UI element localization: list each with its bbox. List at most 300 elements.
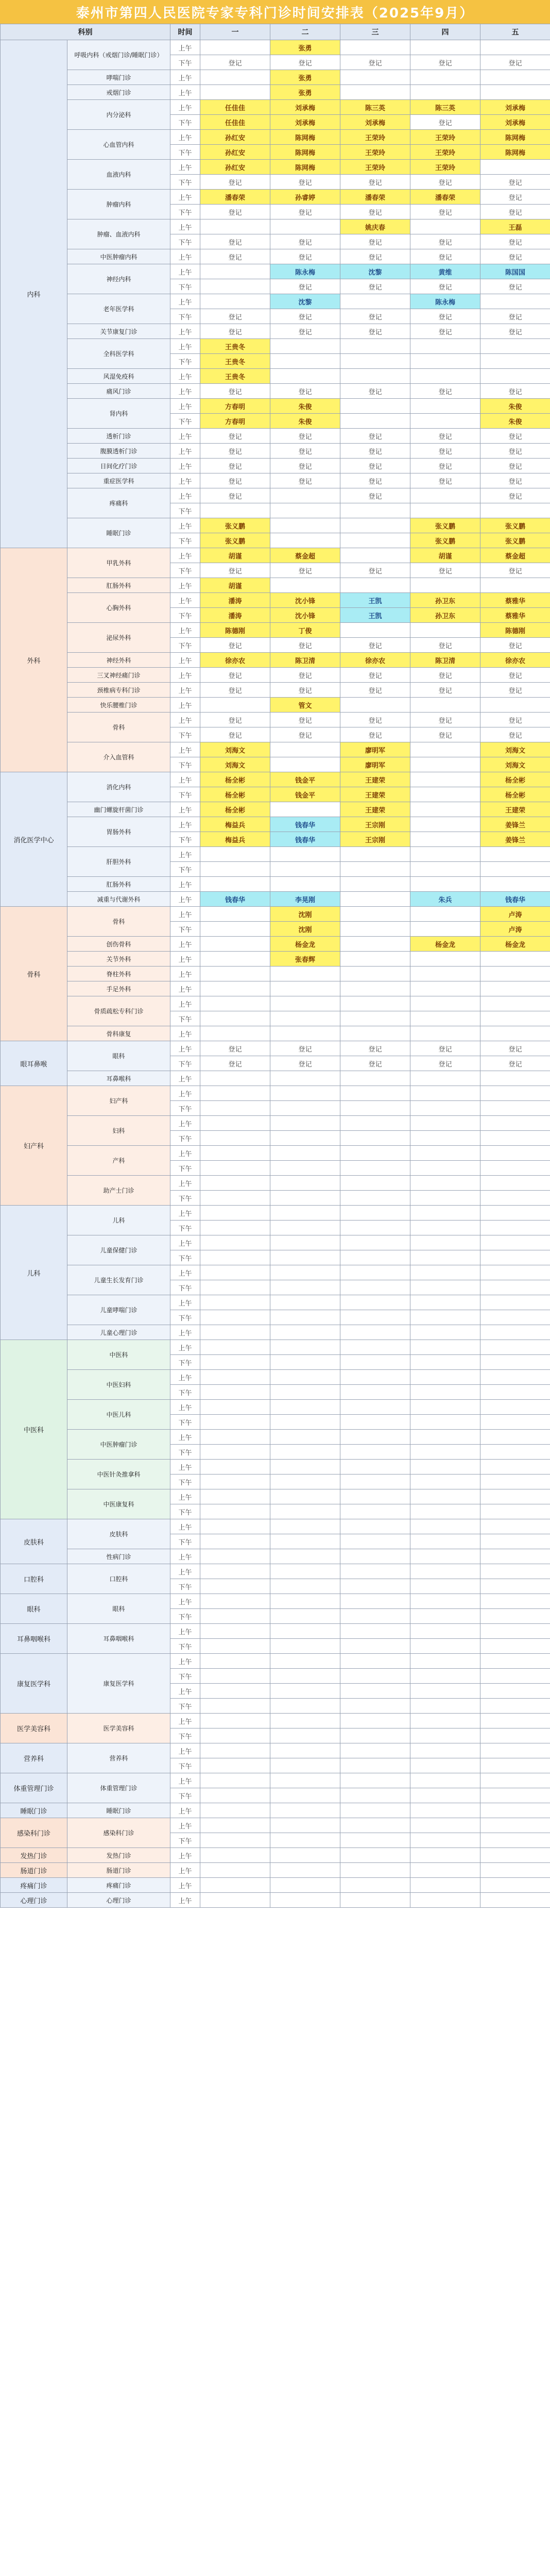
schedule-cell	[270, 533, 340, 548]
schedule-cell	[340, 1699, 410, 1714]
schedule-cell	[340, 1310, 410, 1325]
schedule-cell: 登记	[200, 324, 270, 339]
table-row	[1, 1340, 550, 1355]
schedule-cell	[480, 698, 550, 713]
time-cell: 下午	[170, 354, 200, 369]
table-row	[1, 1430, 550, 1445]
time-cell: 上午	[170, 1654, 200, 1669]
schedule-cell: 登记	[480, 55, 550, 70]
schedule-cell: 黄维	[410, 264, 480, 279]
schedule-cell	[200, 1669, 270, 1684]
time-cell: 下午	[170, 787, 200, 802]
schedule-cell	[340, 1788, 410, 1803]
time-cell: 上午	[170, 444, 200, 459]
schedule-cell	[410, 1415, 480, 1430]
schedule-cell	[270, 1071, 340, 1086]
schedule-cell	[270, 1818, 340, 1833]
schedule-cell: 登记	[340, 727, 410, 742]
schedule-cell: 登记	[480, 638, 550, 653]
schedule-cell	[410, 1803, 480, 1818]
schedule-cell: 登记	[410, 459, 480, 473]
schedule-cell	[410, 1788, 480, 1803]
time-cell: 上午	[170, 219, 200, 234]
time-cell: 下午	[170, 1131, 200, 1146]
schedule-cell: 登记	[340, 444, 410, 459]
schedule-cell	[410, 922, 480, 937]
schedule-cell	[410, 369, 480, 384]
time-cell: 上午	[170, 981, 200, 996]
schedule-cell	[410, 1295, 480, 1310]
schedule-cell: 登记	[270, 309, 340, 324]
subdept-cell: 中医肿瘤内科	[67, 249, 170, 264]
subdept-cell: 睡眠门诊	[67, 518, 170, 548]
schedule-cell: 刘海文	[480, 757, 550, 772]
schedule-cell	[410, 1385, 480, 1400]
schedule-cell: 梅益兵	[200, 832, 270, 847]
schedule-cell	[410, 1863, 480, 1878]
subdept-cell: 肾内科	[67, 399, 170, 429]
schedule-cell	[270, 847, 340, 862]
schedule-cell	[270, 1206, 340, 1221]
schedule-cell	[200, 1519, 270, 1534]
subdept-cell: 发热门诊	[67, 1848, 170, 1863]
time-cell: 下午	[170, 727, 200, 742]
subdept-cell: 营养科	[67, 1743, 170, 1773]
schedule-cell	[480, 1549, 550, 1564]
schedule-cell: 登记	[340, 473, 410, 488]
schedule-cell	[340, 578, 410, 593]
table-row	[1, 683, 550, 698]
table-row	[1, 1370, 550, 1385]
table-row	[1, 877, 550, 892]
schedule-cell: 陈网梅	[270, 160, 340, 175]
time-cell: 下午	[170, 1056, 200, 1071]
dept-cell: 耳鼻咽喉科	[1, 1624, 67, 1654]
schedule-cell: 陈国国	[480, 264, 550, 279]
schedule-cell	[340, 1848, 410, 1863]
time-cell: 上午	[170, 877, 200, 892]
schedule-cell	[410, 1370, 480, 1385]
schedule-cell	[340, 414, 410, 429]
schedule-cell: 陈永梅	[410, 294, 480, 309]
time-cell: 上午	[170, 1848, 200, 1863]
schedule-cell: 登记	[410, 683, 480, 698]
schedule-cell	[270, 503, 340, 518]
table-row	[1, 1594, 550, 1609]
table-row	[1, 937, 550, 952]
schedule-cell	[410, 399, 480, 414]
schedule-cell	[200, 1250, 270, 1265]
schedule-cell	[410, 1161, 480, 1176]
schedule-cell	[480, 1430, 550, 1445]
schedule-cell: 王凯	[340, 608, 410, 623]
schedule-cell	[340, 1669, 410, 1684]
subdept-cell: 眼科	[67, 1041, 170, 1071]
schedule-cell: 登记	[340, 713, 410, 727]
time-cell: 下午	[170, 1385, 200, 1400]
schedule-cell	[480, 1848, 550, 1863]
time-cell: 上午	[170, 1863, 200, 1878]
schedule-cell	[200, 1400, 270, 1415]
schedule-cell	[480, 1788, 550, 1803]
schedule-cell	[270, 354, 340, 369]
time-cell: 下午	[170, 638, 200, 653]
table-row	[1, 593, 550, 608]
schedule-cell: 登记	[480, 444, 550, 459]
schedule-cell	[340, 1519, 410, 1534]
schedule-cell	[410, 862, 480, 877]
schedule-cell	[340, 1385, 410, 1400]
time-cell: 上午	[170, 1295, 200, 1310]
schedule-cell: 卢涛	[480, 907, 550, 922]
schedule-cell	[270, 1594, 340, 1609]
schedule-cell	[270, 1549, 340, 1564]
subdept-cell: 中医康复科	[67, 1489, 170, 1519]
schedule-cell	[200, 1504, 270, 1519]
time-cell: 上午	[170, 1235, 200, 1250]
schedule-cell: 胡谨	[200, 578, 270, 593]
schedule-cell	[200, 1460, 270, 1475]
schedule-cell	[340, 1116, 410, 1131]
schedule-cell	[340, 1460, 410, 1475]
schedule-cell: 登记	[270, 1056, 340, 1071]
schedule-cell: 登记	[270, 205, 340, 219]
schedule-cell	[340, 623, 410, 638]
schedule-cell	[410, 1699, 480, 1714]
schedule-cell: 登记	[200, 429, 270, 444]
schedule-cell	[410, 698, 480, 713]
schedule-cell	[270, 1788, 340, 1803]
schedule-cell	[270, 1579, 340, 1594]
time-cell: 下午	[170, 205, 200, 219]
schedule-cell	[270, 1475, 340, 1489]
schedule-cell	[270, 1280, 340, 1295]
schedule-cell	[480, 967, 550, 981]
schedule-cell	[200, 1355, 270, 1370]
schedule-cell	[270, 1803, 340, 1818]
schedule-cell	[340, 1355, 410, 1370]
schedule-cell: 王建荣	[340, 802, 410, 817]
time-cell: 下午	[170, 1758, 200, 1773]
schedule-cell: 朱俊	[480, 414, 550, 429]
schedule-cell	[200, 1594, 270, 1609]
schedule-cell	[270, 967, 340, 981]
table-row	[1, 1026, 550, 1041]
time-cell: 下午	[170, 533, 200, 548]
schedule-cell	[270, 1564, 340, 1579]
schedule-cell	[340, 533, 410, 548]
schedule-cell	[410, 1086, 480, 1101]
schedule-cell: 刘承梅	[480, 115, 550, 130]
schedule-table	[0, 24, 550, 1908]
schedule-cell	[340, 1564, 410, 1579]
schedule-cell	[270, 1131, 340, 1146]
schedule-cell: 王贵冬	[200, 354, 270, 369]
schedule-cell: 登记	[200, 384, 270, 399]
schedule-cell	[340, 1728, 410, 1743]
schedule-cell	[410, 1534, 480, 1549]
schedule-cell: 登记	[410, 384, 480, 399]
time-cell: 上午	[170, 1803, 200, 1818]
time-cell: 上午	[170, 1206, 200, 1221]
schedule-cell: 孙卫东	[410, 608, 480, 623]
subdept-cell: 心理门诊	[67, 1893, 170, 1908]
schedule-cell: 登记	[200, 683, 270, 698]
schedule-cell	[410, 1878, 480, 1893]
schedule-cell: 登记	[340, 1041, 410, 1056]
schedule-cell	[480, 354, 550, 369]
schedule-cell	[200, 1475, 270, 1489]
schedule-cell	[480, 1071, 550, 1086]
schedule-cell	[480, 1594, 550, 1609]
schedule-cell	[270, 578, 340, 593]
schedule-cell	[340, 1579, 410, 1594]
schedule-cell: 登记	[410, 55, 480, 70]
schedule-cell: 登记	[200, 473, 270, 488]
schedule-cell	[480, 1295, 550, 1310]
header-fri: 五	[480, 24, 550, 40]
schedule-cell	[340, 892, 410, 907]
time-cell: 上午	[170, 339, 200, 354]
schedule-cell: 登记	[410, 563, 480, 578]
subdept-cell: 肛肠外科	[67, 877, 170, 892]
schedule-cell	[270, 1176, 340, 1191]
schedule-cell	[200, 698, 270, 713]
time-cell: 上午	[170, 488, 200, 503]
schedule-cell	[200, 1728, 270, 1743]
schedule-cell	[340, 339, 410, 354]
schedule-cell	[200, 1235, 270, 1250]
table-row	[1, 40, 550, 55]
schedule-cell: 姜锋兰	[480, 817, 550, 832]
schedule-cell	[270, 1146, 340, 1161]
schedule-cell	[200, 1803, 270, 1818]
subdept-cell: 三叉神经痛门诊	[67, 668, 170, 683]
schedule-cell	[270, 1235, 340, 1250]
schedule-cell: 蔡雅华	[480, 608, 550, 623]
time-cell: 上午	[170, 1818, 200, 1833]
schedule-cell: 朱俊	[480, 399, 550, 414]
schedule-cell: 王贵冬	[200, 339, 270, 354]
subdept-cell: 重症医学科	[67, 473, 170, 488]
table-row	[1, 967, 550, 981]
schedule-cell	[410, 85, 480, 100]
schedule-cell: 登记	[480, 1056, 550, 1071]
schedule-cell	[340, 1011, 410, 1026]
schedule-cell: 登记	[270, 563, 340, 578]
schedule-cell	[480, 1146, 550, 1161]
schedule-cell	[340, 1206, 410, 1221]
time-cell: 上午	[170, 593, 200, 608]
schedule-cell: 登记	[200, 55, 270, 70]
subdept-cell: 耳鼻咽喉科	[67, 1624, 170, 1654]
schedule-cell	[200, 219, 270, 234]
schedule-cell: 胡谨	[200, 548, 270, 563]
schedule-cell	[340, 1863, 410, 1878]
schedule-cell	[200, 1699, 270, 1714]
subdept-cell: 肝胆外科	[67, 847, 170, 877]
schedule-cell	[270, 1743, 340, 1758]
time-cell: 上午	[170, 249, 200, 264]
schedule-cell: 张春辉	[270, 952, 340, 967]
schedule-cell	[340, 1131, 410, 1146]
schedule-cell	[200, 1011, 270, 1026]
schedule-cell: 陈网梅	[270, 145, 340, 160]
table-row	[1, 1265, 550, 1280]
schedule-cell: 登记	[410, 205, 480, 219]
schedule-cell	[200, 264, 270, 279]
schedule-cell	[340, 1594, 410, 1609]
schedule-cell: 登记	[340, 249, 410, 264]
schedule-cell: 登记	[480, 324, 550, 339]
schedule-cell	[410, 623, 480, 638]
schedule-cell	[200, 1624, 270, 1639]
schedule-cell	[410, 967, 480, 981]
time-cell: 上午	[170, 130, 200, 145]
schedule-cell	[410, 787, 480, 802]
schedule-cell	[410, 1684, 480, 1699]
subdept-cell: 骨质疏松专科门诊	[67, 996, 170, 1026]
schedule-cell	[410, 1609, 480, 1624]
time-cell: 上午	[170, 40, 200, 55]
schedule-cell: 钱春华	[480, 892, 550, 907]
dept-cell: 发热门诊	[1, 1848, 67, 1863]
schedule-cell	[340, 1803, 410, 1818]
table-row	[1, 548, 550, 563]
time-cell: 上午	[170, 294, 200, 309]
subdept-cell: 呼吸内科（戒烟门诊/睡眠门诊）	[67, 40, 170, 70]
schedule-cell	[200, 1340, 270, 1355]
schedule-cell: 登记	[200, 444, 270, 459]
schedule-cell	[480, 1191, 550, 1206]
time-cell: 上午	[170, 683, 200, 698]
schedule-cell	[200, 1788, 270, 1803]
schedule-cell: 朱兵	[410, 892, 480, 907]
subdept-cell: 创伤骨科	[67, 937, 170, 952]
schedule-cell	[480, 294, 550, 309]
subdept-cell: 腹膜透析门诊	[67, 444, 170, 459]
schedule-cell	[270, 1669, 340, 1684]
schedule-cell	[270, 1430, 340, 1445]
schedule-cell: 卢涛	[480, 922, 550, 937]
schedule-cell	[410, 1758, 480, 1773]
table-row	[1, 1146, 550, 1161]
schedule-cell: 沈刚	[270, 922, 340, 937]
time-cell: 下午	[170, 1101, 200, 1116]
schedule-cell: 张义鹏	[480, 518, 550, 533]
schedule-cell	[410, 1519, 480, 1534]
schedule-cell	[270, 1654, 340, 1669]
schedule-cell	[480, 1624, 550, 1639]
header-wed: 三	[340, 24, 410, 40]
time-cell: 上午	[170, 1176, 200, 1191]
schedule-cell	[480, 1310, 550, 1325]
schedule-cell: 登记	[200, 713, 270, 727]
schedule-cell	[200, 1026, 270, 1041]
time-cell: 上午	[170, 369, 200, 384]
schedule-cell: 登记	[340, 384, 410, 399]
table-row	[1, 668, 550, 683]
schedule-cell	[480, 1101, 550, 1116]
schedule-cell	[200, 1684, 270, 1699]
schedule-cell: 孙睿婷	[270, 190, 340, 205]
schedule-cell	[200, 503, 270, 518]
schedule-cell	[340, 1071, 410, 1086]
schedule-cell	[270, 488, 340, 503]
time-cell: 下午	[170, 1161, 200, 1176]
table-row	[1, 130, 550, 145]
schedule-cell: 王荣玲	[340, 160, 410, 175]
schedule-cell: 王磊	[480, 219, 550, 234]
subdept-cell: 肛肠外科	[67, 578, 170, 593]
schedule-cell: 登记	[410, 234, 480, 249]
schedule-cell	[480, 1519, 550, 1534]
schedule-cell	[340, 1026, 410, 1041]
schedule-cell	[410, 1564, 480, 1579]
subdept-cell: 幽门螺旋杆菌门诊	[67, 802, 170, 817]
schedule-cell	[410, 1489, 480, 1504]
schedule-cell	[480, 1206, 550, 1221]
schedule-cell	[410, 877, 480, 892]
table-row	[1, 249, 550, 264]
subdept-cell: 康复医学科	[67, 1654, 170, 1714]
schedule-cell	[270, 1504, 340, 1519]
schedule-cell	[200, 1758, 270, 1773]
schedule-cell	[270, 1519, 340, 1534]
schedule-cell	[480, 1669, 550, 1684]
time-cell: 上午	[170, 1773, 200, 1788]
schedule-cell: 登记	[480, 309, 550, 324]
time-cell: 上午	[170, 847, 200, 862]
schedule-cell	[200, 952, 270, 967]
schedule-cell: 刘承梅	[480, 100, 550, 115]
time-cell: 下午	[170, 862, 200, 877]
schedule-cell	[480, 1026, 550, 1041]
schedule-cell	[480, 1893, 550, 1908]
time-cell: 下午	[170, 1221, 200, 1235]
schedule-cell: 孙红安	[200, 130, 270, 145]
subdept-cell: 介入血管科	[67, 742, 170, 772]
schedule-cell	[410, 1265, 480, 1280]
schedule-cell: 陈网梅	[480, 130, 550, 145]
schedule-cell	[340, 1504, 410, 1519]
time-cell: 上午	[170, 1370, 200, 1385]
schedule-cell	[340, 1430, 410, 1445]
schedule-cell: 陈德刚	[200, 623, 270, 638]
schedule-cell	[200, 1146, 270, 1161]
schedule-cell	[410, 1430, 480, 1445]
table-row	[1, 264, 550, 279]
schedule-cell	[410, 1011, 480, 1026]
schedule-cell	[340, 1624, 410, 1639]
schedule-cell: 钱春华	[200, 892, 270, 907]
schedule-cell	[270, 1340, 340, 1355]
schedule-cell	[340, 548, 410, 563]
schedule-cell	[200, 1818, 270, 1833]
schedule-cell: 蔡金超	[480, 548, 550, 563]
schedule-cell	[270, 1773, 340, 1788]
schedule-cell	[340, 907, 410, 922]
table-row	[1, 578, 550, 593]
schedule-cell	[480, 1460, 550, 1475]
schedule-cell	[200, 1863, 270, 1878]
schedule-cell	[200, 279, 270, 294]
schedule-cell: 张勇	[270, 40, 340, 55]
time-cell: 上午	[170, 1146, 200, 1161]
subdept-cell: 甲乳外科	[67, 548, 170, 578]
table-row	[1, 1863, 550, 1878]
schedule-cell: 任佳佳	[200, 100, 270, 115]
